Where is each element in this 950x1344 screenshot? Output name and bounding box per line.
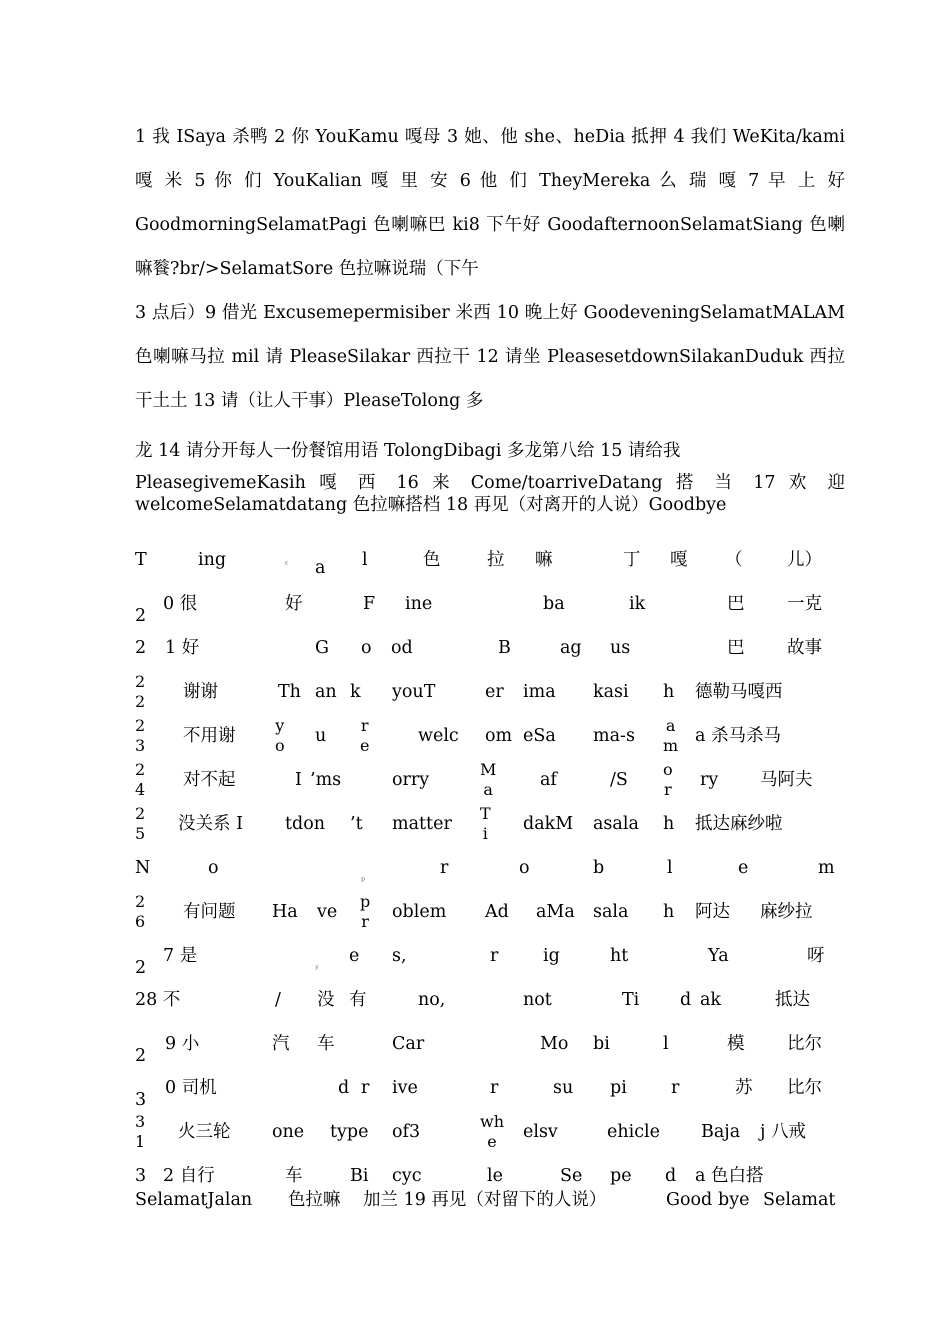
- row-cell: 丁: [623, 550, 641, 570]
- row-cell: p r: [360, 892, 371, 931]
- row-cell: s,: [392, 946, 407, 966]
- row-cell: l: [663, 1034, 669, 1054]
- row-mark: ᵋ: [285, 560, 289, 571]
- row-cell: ry: [700, 770, 719, 790]
- row-cell: 比尔: [787, 1034, 822, 1054]
- row-cell: aMa: [536, 902, 575, 922]
- row-number: 3: [135, 1166, 147, 1186]
- row-cell: o r: [663, 760, 673, 799]
- row-cell: not: [523, 990, 552, 1010]
- row-cell: bi: [593, 1034, 610, 1054]
- paragraph-4: PleasegivemeKasih 嘎 西 16 来 Come/toarriveDatang 搭 当 17 欢 迎 welcomeSelamatdatang 色拉嘛搭档 18 再见（对离开的人说）Goodbye: [135, 473, 845, 515]
- row-cell: 嘛: [535, 550, 553, 570]
- row-cell: bye: [718, 1190, 750, 1210]
- row-cell: 车: [285, 1166, 303, 1186]
- row-cell: youT: [392, 682, 436, 702]
- row-cell: r: [490, 946, 499, 966]
- row-cell: 麻纱拉: [760, 902, 813, 922]
- row-cell: ik: [629, 594, 646, 614]
- row-cell: Bi: [350, 1166, 369, 1186]
- row-cell: Mo: [540, 1034, 569, 1054]
- row-cell: G: [315, 638, 329, 658]
- row-cell: SelamatJalan: [135, 1190, 253, 1210]
- vocab-row-4: [135, 672, 845, 716]
- row-cell: u: [315, 726, 327, 746]
- vocab-row-5: [135, 716, 845, 760]
- row-cell: 巴: [727, 638, 745, 658]
- row-cell: 0 司机: [165, 1078, 217, 1098]
- row-cell: 2 自行: [163, 1166, 215, 1186]
- row-cell: elsv: [523, 1122, 558, 1142]
- row-cell: 一克: [787, 594, 822, 614]
- row-cell: us: [610, 638, 631, 658]
- row-mark: ʸ: [315, 964, 320, 975]
- row-cell: of3: [392, 1122, 421, 1142]
- row-cell: r: [361, 1078, 370, 1098]
- row-cell: ak: [700, 990, 722, 1010]
- row-cell: tdon: [285, 814, 326, 834]
- vocab-row-14: [135, 1112, 845, 1156]
- row-cell: ima: [523, 682, 556, 702]
- row-cell: a m: [663, 716, 679, 755]
- vocab-row-9: [135, 892, 845, 936]
- row-cell: h: [663, 814, 675, 834]
- row-cell: af: [540, 770, 557, 790]
- vocab-row-12: [135, 1034, 845, 1078]
- row-cell: a 杀马杀马: [695, 726, 781, 746]
- row-cell: 7 是: [163, 946, 198, 966]
- row-cell: 模: [727, 1034, 745, 1054]
- row-cell: 谢谢: [183, 682, 218, 702]
- row-cell: od: [391, 638, 413, 658]
- row-cell: 没关系 I: [178, 814, 243, 834]
- row-mark: ᵖ: [361, 876, 365, 887]
- row-cell: ma-s: [593, 726, 635, 746]
- row-cell: eSa: [523, 726, 556, 746]
- row-cell: Selamat: [763, 1190, 836, 1210]
- row-cell: 拉: [487, 550, 505, 570]
- row-cell: l: [362, 550, 368, 570]
- row-number: 3: [135, 1090, 147, 1110]
- row-cell: h: [663, 682, 675, 702]
- row-cell: 呀: [807, 946, 825, 966]
- row-number: 2: [135, 638, 147, 658]
- row-cell: no,: [418, 990, 446, 1010]
- row-cell: welc: [418, 726, 459, 746]
- row-cell: d: [680, 990, 692, 1010]
- row-cell: 苏: [735, 1078, 753, 1098]
- row-cell: dakM: [523, 814, 574, 834]
- row-cell: an: [315, 682, 337, 702]
- row-number: 2 5: [135, 804, 146, 843]
- row-number: 2: [135, 1046, 147, 1066]
- row-cell: Good: [666, 1190, 713, 1210]
- row-cell: /: [275, 990, 281, 1010]
- row-cell: 色拉嘛: [288, 1190, 341, 1210]
- row-cell: b: [593, 858, 605, 878]
- row-cell: e: [349, 946, 360, 966]
- row-cell: ig: [543, 946, 560, 966]
- row-cell: ehicle: [607, 1122, 660, 1142]
- row-number: 2 3: [135, 716, 146, 755]
- row-cell: 色: [423, 550, 441, 570]
- row-cell: kasi: [593, 682, 629, 702]
- row-cell: ing: [198, 550, 227, 570]
- row-number: 2 4: [135, 760, 146, 799]
- row-cell: 德勒马嘎西: [695, 682, 783, 702]
- row-cell: r: [490, 1078, 499, 1098]
- row-cell: ba: [543, 594, 565, 614]
- row-cell: Ha: [272, 902, 298, 922]
- vocab-row-6: [135, 760, 845, 804]
- row-cell: Se: [560, 1166, 583, 1186]
- row-cell: r e: [360, 716, 370, 755]
- row-cell: Car: [392, 1034, 425, 1054]
- row-cell: d: [665, 1166, 677, 1186]
- row-cell: type: [330, 1122, 369, 1142]
- row-cell: ive: [392, 1078, 418, 1098]
- row-cell: 没: [317, 990, 335, 1010]
- row-cell: pi: [610, 1078, 627, 1098]
- row-cell: F: [363, 594, 376, 614]
- row-cell: Ya: [708, 946, 729, 966]
- row-cell: ag: [560, 638, 582, 658]
- row-cell: 有: [349, 990, 367, 1010]
- row-cell: 抵达麻纱啦: [695, 814, 783, 834]
- row-cell: 火三轮: [178, 1122, 231, 1142]
- row-cell: 9 小: [165, 1034, 200, 1054]
- row-cell: N: [135, 858, 151, 878]
- row-number: 3 1: [135, 1112, 146, 1151]
- row-cell: 车: [317, 1034, 335, 1054]
- row-cell: T: [135, 550, 147, 570]
- row-cell: 巴: [727, 594, 745, 614]
- row-cell: o: [208, 858, 219, 878]
- row-cell: m: [818, 858, 835, 878]
- paragraph-1: 1 我 ISaya 杀鸭 2 你 YouKamu 嘎母 3 她、他 she、heDia 抵押 4 我们 WeKita/kami 嘎 米 5 你 们 YouKalian 嘎 里 安 6 他 们 TheyMereka 么 瑞 嘎 7 早 上 好 GoodmorningSelamatPagi 色喇嘛巴 ki8 下午好 GoodafternoonSelamatSiang 色喇嘛餮?br/>SelamatSore 色拉嘛说瑞（下午: [135, 127, 845, 279]
- row-cell: d: [338, 1078, 350, 1098]
- row-cell: Ad: [485, 902, 509, 922]
- row-cell: B: [498, 638, 511, 658]
- row-cell: r: [440, 858, 449, 878]
- row-cell: er: [485, 682, 504, 702]
- row-cell: o: [361, 638, 372, 658]
- row-cell: 阿达: [695, 902, 730, 922]
- vocab-row-7: [135, 804, 845, 848]
- row-cell: k: [350, 682, 361, 702]
- row-cell: 比尔: [787, 1078, 822, 1098]
- row-cell: oblem: [392, 902, 447, 922]
- row-number: 2: [135, 606, 147, 626]
- row-cell: 马阿夫: [760, 770, 813, 790]
- row-cell: y o: [275, 716, 285, 755]
- row-cell: j 八戒: [760, 1122, 806, 1142]
- row-cell: l: [667, 858, 673, 878]
- vocab-row-1: [135, 550, 845, 594]
- row-cell: pe: [610, 1166, 632, 1186]
- row-cell: one: [272, 1122, 305, 1142]
- row-cell: 故事: [787, 638, 822, 658]
- row-cell: o: [519, 858, 530, 878]
- row-cell: le: [487, 1166, 503, 1186]
- row-cell: orry: [392, 770, 430, 790]
- row-cell: e: [738, 858, 749, 878]
- row-cell: Ti: [622, 990, 640, 1010]
- row-cell: ine: [405, 594, 433, 614]
- row-number: 2 6: [135, 892, 146, 931]
- row-cell: ht: [610, 946, 629, 966]
- row-number: 2 2: [135, 672, 146, 711]
- row-cell: r: [671, 1078, 680, 1098]
- vocab-row-16: [135, 1190, 845, 1234]
- row-cell: （: [725, 550, 743, 570]
- row-cell: 儿）: [787, 550, 822, 570]
- vocab-row-10: [135, 946, 845, 990]
- row-cell: su: [553, 1078, 574, 1098]
- row-cell: 28 不: [135, 990, 181, 1010]
- row-cell: 对不起: [183, 770, 236, 790]
- row-cell: cyc: [392, 1166, 422, 1186]
- row-cell: ’ms: [310, 770, 342, 790]
- row-cell: Th: [278, 682, 301, 702]
- row-cell: ve: [317, 902, 338, 922]
- row-cell: h: [663, 902, 675, 922]
- row-cell: 0 很: [163, 594, 198, 614]
- row-cell: wh e: [480, 1112, 504, 1151]
- row-cell: asala: [593, 814, 639, 834]
- paragraph-3: 龙 14 请分开每人一份餐馆用语 TolongDibagi 多龙第八给 15 请给我: [135, 441, 681, 461]
- row-cell: /S: [610, 770, 628, 790]
- row-cell: 抵达: [775, 990, 810, 1010]
- row-cell: om: [485, 726, 513, 746]
- row-cell: a: [315, 558, 326, 578]
- row-cell: 好: [285, 594, 303, 614]
- vocab-row-2: [135, 594, 845, 638]
- row-cell: matter: [392, 814, 452, 834]
- row-cell: a 色白搭: [695, 1166, 764, 1186]
- row-cell: 加兰 19 再见（对留下的人说）: [363, 1190, 607, 1210]
- row-cell: M a: [480, 760, 497, 799]
- row-cell: 有问题: [183, 902, 236, 922]
- row-cell: 嘎: [670, 550, 688, 570]
- row-number: 2: [135, 958, 147, 978]
- row-cell: 不用谢: [183, 726, 236, 746]
- vocab-row-11: [135, 990, 845, 1034]
- row-cell: sala: [593, 902, 629, 922]
- row-cell: T i: [480, 804, 491, 843]
- row-cell: I: [295, 770, 302, 790]
- row-cell: 汽: [272, 1034, 290, 1054]
- paragraph-2: 3 点后）9 借光 Excusemepermisiber 米西 10 晚上好 GoodeveningSelamatMALAM 色喇嘛马拉 mil 请 PleaseSilakar 西拉干 12 请坐 PleasesetdownSilakanDuduk 西拉干土土 13 请（让人干事）PleaseTolong 多: [135, 303, 845, 411]
- row-cell: 1 好: [165, 638, 200, 658]
- row-cell: ’t: [350, 814, 363, 834]
- row-cell: Baja: [701, 1122, 741, 1142]
